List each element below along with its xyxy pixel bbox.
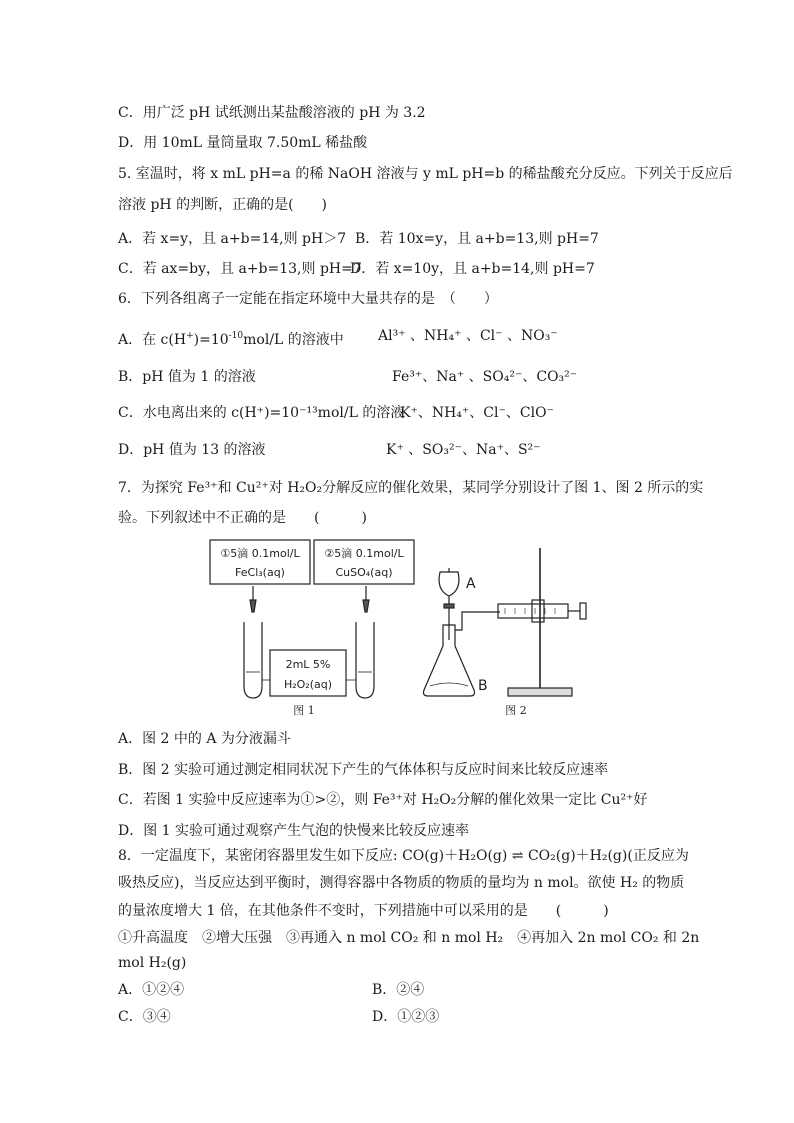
q7-option-b: B．图 2 实验可通过测定相同状况下产生的气体体积与反应时间来比较反应速率 — [118, 762, 609, 778]
fecl3-label-line1: ①5滴 0.1mol/L — [220, 547, 300, 560]
q6-option-a-condition: A．在 $c(H^+)=10^{-10}mol/L$ 的溶液中 — [118, 331, 344, 348]
figure-2 — [424, 548, 587, 696]
q6-option-d-condition: D．pH 值为 13 的溶液 — [118, 442, 266, 458]
q7-option-d: D．图 1 实验可通过观察产生气泡的快慢来比较反应速率 — [118, 823, 470, 839]
fecl3-label-line2: FeCl₃(aq) — [235, 566, 285, 579]
test-tube-left-icon — [244, 622, 262, 698]
q8-measures-line2: mol H₂(g) — [118, 955, 187, 971]
q6-option-b-ions: Fe³⁺、Na⁺ 、SO₄²⁻、CO₃²⁻ — [392, 369, 578, 385]
q5-option-c: C．若 ax=by，且 a+b=13,则 pH=7 — [118, 261, 362, 277]
q7-option-a: A．图 2 中的 A 为分液漏斗 — [118, 731, 291, 747]
q6-option-c-condition: C．水电离出来的 c(H⁺)=10⁻¹³mol/L 的溶液 — [118, 405, 405, 421]
q6-option-b-condition: B．pH 值为 1 的溶液 — [118, 369, 256, 385]
q8-measures-line1: ①升高温度 ②增大压强 ③再通入 n mol CO₂ 和 n mol H₂ ④再加入 2n mol CO₂ 和 2n — [118, 930, 700, 946]
q5-stem-line2: 溶液 pH 的判断，正确的是( ) — [118, 197, 327, 213]
label-a: A — [466, 576, 476, 592]
q6-option-a-ions: Al³⁺ 、NH₄⁺ 、Cl⁻ 、NO₃⁻ — [378, 328, 558, 344]
separatory-funnel-icon — [439, 572, 459, 596]
q7-stem-line1: 7．为探究 Fe³⁺和 Cu²⁺对 H₂O₂分解反应的催化效果，某同学分别设计了图 1、图 2 所示的实 — [118, 480, 704, 496]
q6-option-c-ions: K⁺、NH₄⁺、Cl⁻、ClO⁻ — [400, 405, 554, 421]
q8-stem-line1: 8．一定温度下，某密闭容器里发生如下反应: CO(g)＋H₂O(g) ⇌ CO₂(g)＋H₂(g)(正反应为 — [118, 848, 689, 864]
figure-2-caption: 图 2 — [505, 704, 527, 717]
q5-option-d: D．若 x=10y，且 a+b=14,则 pH=7 — [350, 261, 595, 277]
q8-option-c: C．③④ — [118, 1009, 171, 1025]
q6-stem: 6．下列各组离子一定能在指定环境中大量共存的是 （ ） — [118, 291, 498, 307]
q8-stem-line3: 的量浓度增大 1 倍，在其他条件不变时，下列措施中可以采用的是 ( ) — [118, 903, 609, 919]
q5-option-b: B．若 10x=y，且 a+b=13,则 pH=7 — [355, 231, 599, 247]
q8-stem-line2: 吸热反应)，当反应达到平衡时，测得容器中各物质的物质的量均为 n mol。欲使 H₂ 的物质 — [118, 875, 685, 891]
h2o2-label-line2: H₂O₂(aq) — [283, 678, 333, 691]
q8-option-b: B．②④ — [372, 982, 425, 998]
q7-option-c: C．若图 1 实验中反应速率为①>②，则 Fe³⁺对 H₂O₂分解的催化效果一定比 Cu²⁺好 — [118, 792, 648, 808]
q8-option-d: D．①②③ — [372, 1009, 440, 1025]
q4-option-d: D．用 10mL 量筒量取 7.50mL 稀盐酸 — [118, 135, 368, 151]
q8-option-a: A．①②④ — [118, 982, 185, 998]
label-b: B — [478, 678, 488, 694]
q5-stem-line1: 5. 室温时，将 x mL pH=a 的稀 NaOH 溶液与 y mL pH=b 的稀盐酸充分反应。下列关于反应后 — [118, 166, 733, 182]
cuso4-label-line1: ②5滴 0.1mol/L — [324, 547, 404, 560]
q6-option-d-ions: K⁺ 、SO₃²⁻、Na⁺、S²⁻ — [386, 442, 541, 458]
test-tube-right-icon — [356, 622, 374, 698]
q5-option-a: A．若 x=y，且 a+b=14,则 pH＞7 — [118, 231, 347, 247]
cuso4-label-line2: CuSO₄(aq) — [335, 566, 393, 579]
delivery-tube-icon — [455, 612, 500, 630]
figure-1-caption: 图 1 — [293, 704, 315, 717]
q7-stem-line2: 验。下列叙述中不正确的是 ( ) — [118, 510, 367, 526]
gas-syringe-icon — [498, 604, 568, 618]
figure-1 — [210, 540, 414, 698]
q4-option-c: C．用广泛 pH 试纸测出某盐酸溶液的 pH 为 3.2 — [118, 105, 426, 121]
h2o2-label-line1: 2mL 5% — [285, 658, 331, 671]
